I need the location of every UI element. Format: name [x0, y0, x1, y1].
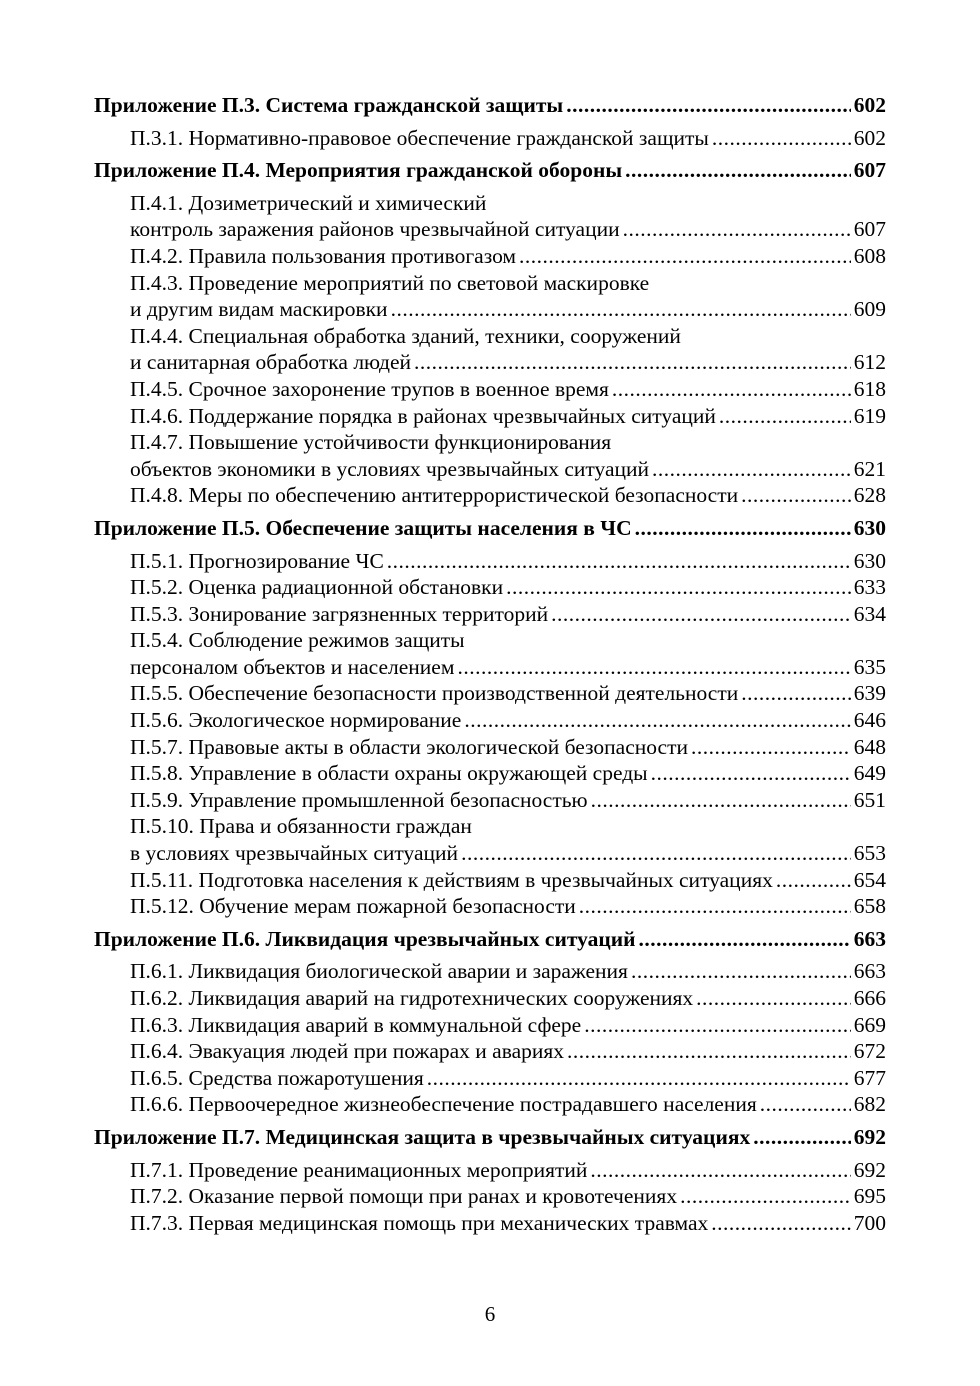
toc-entry: [94, 323, 886, 350]
toc-page-number: 658: [853, 894, 886, 919]
toc-section: [94, 92, 886, 151]
toc-entry: [94, 456, 886, 483]
toc-section: [94, 1124, 886, 1236]
dot-leader: [712, 125, 851, 152]
toc-entry: [94, 216, 886, 243]
toc-page-number: 695: [853, 1184, 886, 1209]
toc-section-title: Приложение П.4. Мероприятия гражданской обороны: [94, 158, 623, 183]
toc-entry-title: персоналом объектов и населением: [130, 654, 455, 679]
toc-entry: [94, 1065, 886, 1092]
toc-entry: [94, 813, 886, 840]
dot-leader: [760, 1091, 851, 1118]
toc-entry: [94, 1183, 886, 1210]
toc-page-number: 692: [853, 1157, 886, 1182]
dot-leader: [461, 840, 851, 867]
dot-leader: [519, 243, 851, 270]
toc-entry-title: П.5.6. Экологическое нормирование: [130, 708, 462, 733]
toc-page-number: 630: [853, 548, 886, 573]
dot-leader: [635, 515, 851, 542]
toc-entry: [94, 190, 886, 217]
toc-page-number: 619: [853, 403, 886, 428]
toc-entry-title: П.6.1. Ликвидация биологической аварии и заражения: [130, 959, 628, 984]
dot-leader: [414, 349, 851, 376]
toc-entry: [94, 270, 886, 297]
toc-entry-title: П.6.3. Ликвидация аварий в коммунальной сфере: [130, 1012, 582, 1037]
toc-entry: [94, 1038, 886, 1065]
dot-leader: [696, 985, 851, 1012]
toc-page-number: 607: [853, 158, 886, 183]
toc-page-number: 602: [853, 125, 886, 150]
dot-leader: [652, 456, 851, 483]
toc-page-number: 654: [853, 867, 886, 892]
toc-entry: [94, 787, 886, 814]
dot-leader: [551, 601, 851, 628]
toc-entry-title: П.4.1. Дозиметрический и химический: [130, 190, 487, 215]
dot-leader: [680, 1183, 851, 1210]
toc-page-number: 649: [853, 761, 886, 786]
toc-section-heading: [94, 926, 886, 953]
toc-entry: [94, 482, 886, 509]
toc-page-number: 630: [853, 515, 886, 540]
toc-page-number: 663: [853, 926, 886, 951]
dot-leader: [691, 734, 851, 761]
toc-entry-title: П.4.2. Правила пользования противогазом: [130, 243, 517, 268]
toc-section-title: Приложение П.3. Система гражданской защиты: [94, 93, 564, 117]
toc-entry: [94, 574, 886, 601]
toc-entry: [94, 958, 886, 985]
toc-entry-title: П.6.4. Эвакуация людей при пожарах и авариях: [130, 1039, 565, 1064]
toc-page-number: 618: [853, 376, 886, 401]
toc-page-number: 635: [853, 654, 886, 679]
toc-entry-title: П.5.4. Соблюдение режимов защиты: [130, 628, 465, 653]
toc-entry: [94, 429, 886, 456]
toc-entry-title: П.5.9. Управление промышленной безопасностью: [130, 787, 588, 812]
toc-entry: [94, 296, 886, 323]
toc-entry: [94, 1091, 886, 1118]
dot-leader: [776, 867, 851, 894]
dot-leader: [612, 376, 851, 403]
toc-page-number: 609: [853, 297, 886, 322]
toc-section: [94, 157, 886, 509]
toc-page-number: 692: [853, 1124, 886, 1149]
toc-section-heading: [94, 92, 886, 119]
toc-entry-title: П.4.6. Поддержание порядка в районах чрезвычайных ситуаций: [130, 403, 716, 428]
toc-entry-title: П.5.2. Оценка радиационной обстановки: [130, 575, 504, 600]
toc-section-title: Приложение П.5. Обеспечение защиты населения в ЧС: [94, 515, 632, 540]
toc-page-number: 663: [853, 959, 886, 984]
dot-leader: [631, 958, 851, 985]
dot-leader: [625, 157, 851, 184]
toc-entry: [94, 867, 886, 894]
toc-entry: [94, 403, 886, 430]
toc-entry: [94, 125, 886, 152]
table-of-contents: [94, 92, 886, 1236]
toc-entry-title: П.5.8. Управление в области охраны окружающей среды: [130, 761, 648, 786]
toc-page-number: 607: [853, 217, 886, 242]
toc-entry-title: контроль заражения районов чрезвычайной ситуации: [130, 217, 620, 242]
toc-entry-title: П.5.11. Подготовка населения к действиям в чрезвычайных ситуациях: [130, 867, 773, 892]
dot-leader: [590, 1157, 850, 1184]
toc-page-number: 653: [853, 841, 886, 866]
page-number: 6: [484, 1302, 496, 1326]
toc-entry: [94, 627, 886, 654]
toc-entry: [94, 1210, 886, 1237]
toc-entry-title: в условиях чрезвычайных ситуаций: [130, 841, 459, 866]
dot-leader: [719, 403, 851, 430]
toc-entry-title: П.4.7. Повышение устойчивости функционирования: [130, 430, 612, 455]
dot-leader: [387, 548, 851, 575]
dot-leader: [579, 893, 851, 920]
toc-entry: [94, 548, 886, 575]
toc-page-number: 666: [853, 986, 886, 1010]
toc-entry: [94, 893, 886, 920]
toc-page-number: 612: [853, 350, 886, 375]
toc-entry: [94, 349, 886, 376]
toc-page-number: 669: [853, 1012, 886, 1037]
toc-page-number: 672: [853, 1039, 886, 1064]
toc-section-heading: [94, 1124, 886, 1151]
toc-entry-title: П.4.5. Срочное захоронение трупов в военное время: [130, 376, 609, 401]
dot-leader: [741, 482, 851, 509]
dot-leader: [391, 296, 851, 323]
toc-entry: [94, 707, 886, 734]
dot-leader: [427, 1065, 851, 1092]
toc-entry-title: П.5.3. Зонирование загрязненных территорий: [130, 601, 549, 626]
toc-page-number: 628: [853, 483, 886, 508]
toc-entry-title: П.4.3. Проведение мероприятий по световой маскировке: [130, 270, 650, 295]
toc-entry: [94, 376, 886, 403]
toc-page-number: 646: [853, 708, 886, 733]
toc-entry-title: П.7.2. Оказание первой помощи при ранах и кровотечениях: [130, 1184, 678, 1209]
toc-entry: [94, 985, 886, 1012]
toc-page-number: 602: [853, 93, 886, 117]
toc-entry: [94, 654, 886, 681]
toc-entry-title: П.5.12. Обучение мерам пожарной безопасности: [130, 894, 576, 919]
toc-entry-title: П.4.4. Специальная обработка зданий, техники, сооружений: [130, 323, 681, 348]
toc-section-heading: [94, 157, 886, 184]
toc-entry-title: П.3.1. Нормативно-правовое обеспечение гражданской защиты: [130, 125, 709, 150]
dot-leader: [623, 216, 851, 243]
toc-entry-title: П.5.1. Прогнозирование ЧС: [130, 548, 384, 573]
toc-entry-title: П.4.8. Меры по обеспечению антитеррористической безопасности: [130, 483, 739, 508]
toc-section-heading: [94, 515, 886, 542]
toc-page-number: 682: [853, 1092, 886, 1117]
toc-entry: [94, 1012, 886, 1039]
toc-section-title: Приложение П.7. Медицинская защита в чрезвычайных ситуациях: [94, 1124, 751, 1149]
toc-page-number: 639: [853, 681, 886, 706]
toc-entry: [94, 243, 886, 270]
toc-page-number: 608: [853, 243, 886, 268]
toc-entry: [94, 680, 886, 707]
toc-entry: [94, 601, 886, 628]
dot-leader: [567, 1038, 851, 1065]
toc-entry-title: П.5.5. Обеспечение безопасности производственной деятельности: [130, 681, 739, 706]
toc-page-number: 700: [853, 1210, 886, 1235]
toc-section: [94, 926, 886, 1118]
toc-entry-title: и другим видам маскировки: [130, 297, 388, 322]
toc-entry-title: П.5.10. Права и обязанности граждан: [130, 814, 472, 839]
toc-page-number: 621: [853, 456, 886, 481]
toc-page-number: 633: [853, 575, 886, 600]
toc-entry: [94, 734, 886, 761]
toc-entry-title: и санитарная обработка людей: [130, 350, 412, 375]
dot-leader: [711, 1210, 850, 1237]
toc-page-number: 677: [853, 1065, 886, 1090]
dot-leader: [464, 707, 850, 734]
toc-section: [94, 515, 886, 920]
toc-page-number: 634: [853, 601, 886, 626]
toc-section-title: Приложение П.6. Ликвидация чрезвычайных ситуаций: [94, 926, 636, 951]
dot-leader: [584, 1012, 851, 1039]
toc-entry-title: объектов экономики в условиях чрезвычайных ситуаций: [130, 456, 650, 481]
toc-page-number: 648: [853, 734, 886, 759]
dot-leader: [506, 574, 851, 601]
toc-entry-title: П.6.6. Первоочередное жизнеобеспечение пострадавшего населения: [130, 1092, 757, 1117]
toc-entry-title: П.6.2. Ликвидация аварий на гидротехнических сооружениях: [130, 986, 694, 1010]
dot-leader: [457, 654, 850, 681]
toc-entry: [94, 760, 886, 787]
toc-entry-title: П.7.1. Проведение реанимационных мероприятий: [130, 1157, 588, 1182]
dot-leader: [741, 680, 851, 707]
toc-entry-title: П.7.3. Первая медицинская помощь при механических травмах: [130, 1210, 709, 1235]
toc-page-number: 651: [853, 787, 886, 812]
dot-leader: [753, 1124, 851, 1151]
dot-leader: [639, 926, 851, 953]
dot-leader: [566, 92, 851, 119]
toc-entry-title: П.6.5. Средства пожаротушения: [130, 1065, 424, 1090]
dot-leader: [591, 787, 851, 814]
toc-entry: [94, 840, 886, 867]
toc-entry-title: П.5.7. Правовые акты в области экологической безопасности: [130, 734, 688, 759]
toc-entry: [94, 1157, 886, 1184]
dot-leader: [651, 760, 851, 787]
